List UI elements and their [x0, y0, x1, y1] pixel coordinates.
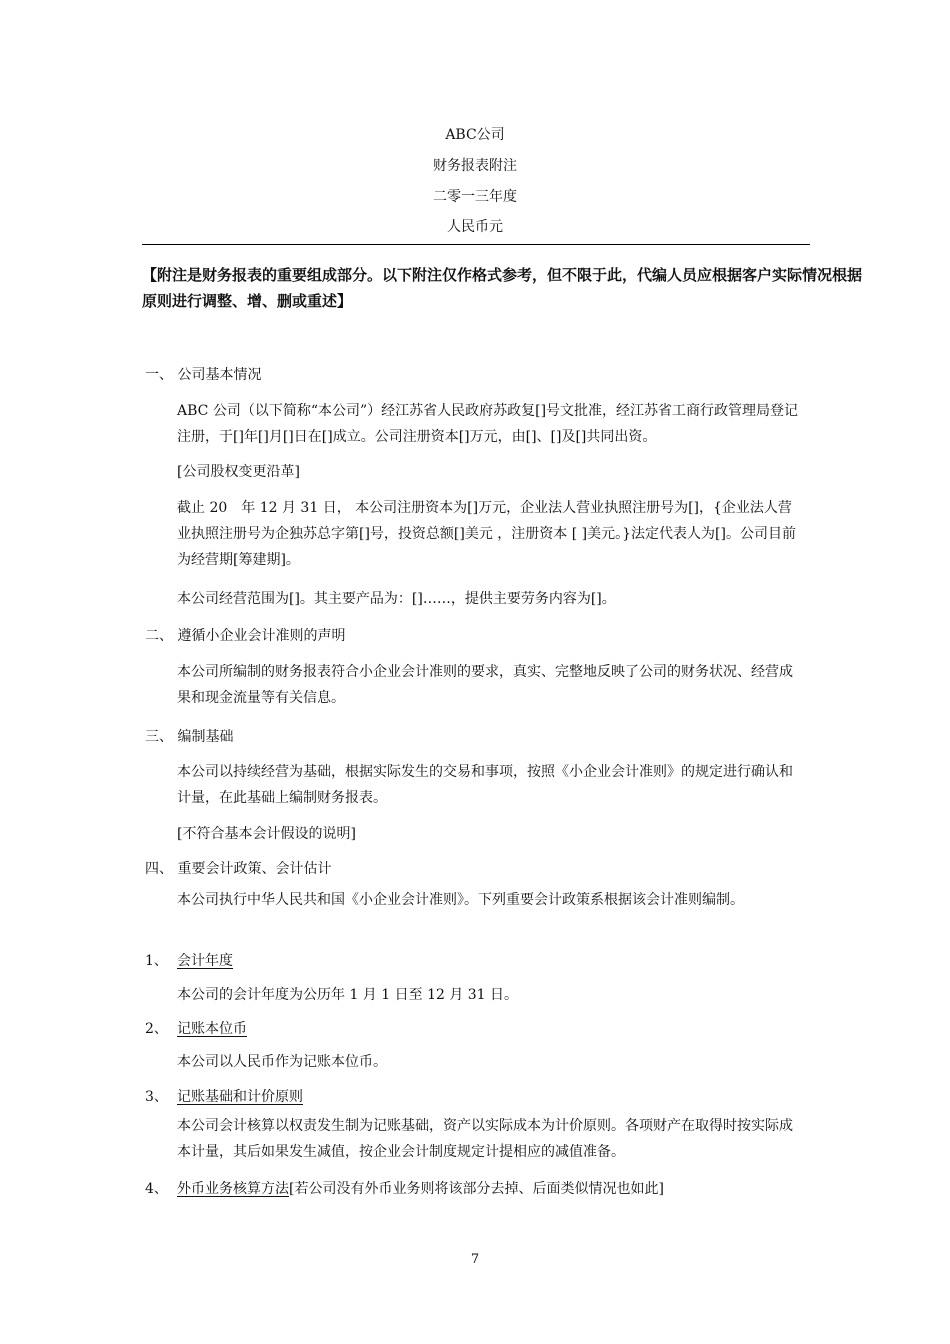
item-4-number: 4、 [145, 1181, 168, 1197]
section-3-paragraph-2: [不符合基本会计假设的说明] [177, 826, 356, 842]
section-4-paragraph-1: 本公司执行中华人民共和国《小企业会计准则》。下列重要会计政策系根据该会计准则编制。 [177, 892, 744, 908]
section-3-paragraph-1: 本公司以持续经营为基础，根据实际发生的交易和事项，按照《小企业会计准则》的规定进行确认和计量，在此基础上编制财务报表。 [177, 764, 793, 806]
document-title: 财务报表附注 [433, 158, 517, 174]
section-1-heading: 一、 公司基本情况 [145, 367, 262, 383]
item-4-text: [若公司没有外币业务则将该部分去掉、后面类似情况也如此] [289, 1181, 664, 1197]
section-1-paragraph-2: [公司股权变更沿革] [177, 464, 300, 480]
section-1-paragraph-3: 截止 20 年 12 月 31 日， 本公司注册资本为[]万元，企业法人营业执照注册号为[]，{企业法人营业执照注册号为企独苏总字第[]号，投资总额[]美元 ，注册资本 [ ]美元。}法定代表人为[]。公司目前为经营期[筹建期]。 [177, 500, 796, 568]
section-2-paragraph-1: 本公司所编制的财务报表符合小企业会计准则的要求，真实、完整地反映了公司的财务状况、经营成果和现金流量等有关信息。 [177, 664, 793, 706]
template-note [142, 262, 950, 314]
section-1-paragraph-4: 本公司经营范围为[]。其主要产品为：[]……，提供主要劳务内容为[]。 [177, 591, 616, 607]
currency-unit: 人民币元 [447, 219, 503, 235]
item-3-text: 本公司会计核算以权责发生制为记账基础，资产以实际成本为计价原则。各项财产在取得时按实际成本计量，其后如果发生减值，按企业会计制度规定计提相应的减值准备。 [177, 1118, 793, 1160]
item-4-title: 外币业务核算方法 [177, 1181, 289, 1197]
section-2-heading: 二、 遵循小企业会计准则的声明 [145, 628, 346, 644]
company-name: ABC公司 [445, 127, 505, 143]
page-number: 7 [470, 1252, 480, 1267]
item-1-number: 1、 [145, 953, 168, 969]
header-divider [142, 244, 810, 245]
item-1-text: 本公司的会计年度为公历年 1 月 1 日至 12 月 31 日。 [177, 987, 519, 1003]
section-4-heading: 四、 重要会计政策、会计估计 [145, 861, 332, 877]
item-2-title: 记账本位币 [177, 1021, 247, 1037]
section-1-paragraph-1: ABC 公司（以下简称“本公司”）经江苏省人民政府苏政复[]号文批准，经江苏省工商行政管理局登记注册，于[]年[]月[]日在[]成立。公司注册资本[]万元，由[]、[]及[]共同出资。 [177, 403, 799, 445]
item-2-number: 2、 [145, 1021, 168, 1037]
item-3-title: 记账基础和计价原则 [177, 1089, 303, 1105]
item-1-title: 会计年度 [177, 953, 233, 969]
section-3-heading: 三、 编制基础 [145, 729, 234, 745]
item-4-line [177, 1178, 664, 1198]
template-note-line-1: 【附注是财务报表的重要组成部分。以下附注仅作格式参考，但不限于此，代编人员应根据客户实际情况根据 [142, 266, 863, 284]
report-year: 二零一三年度 [433, 189, 517, 205]
item-2-text: 本公司以人民币作为记账本位币。 [177, 1054, 387, 1070]
item-3-number: 3、 [145, 1089, 168, 1105]
template-note-line-2: 原则进行调整、增、删或重述】 [142, 292, 353, 310]
